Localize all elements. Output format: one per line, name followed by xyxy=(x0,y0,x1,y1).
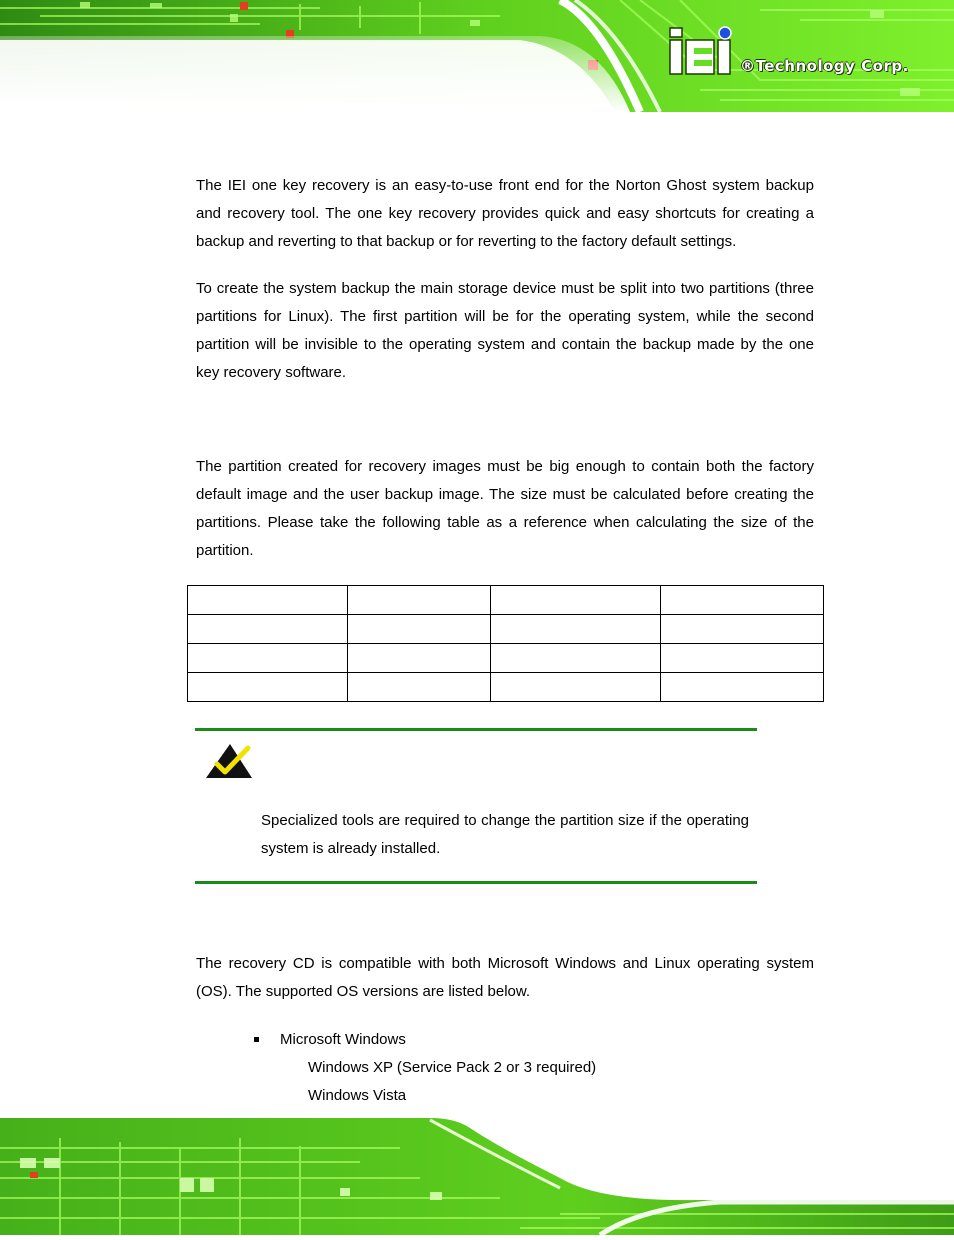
note-bottom-rule xyxy=(195,881,757,884)
table-cell xyxy=(188,644,348,673)
table-cell xyxy=(348,644,491,673)
note-box xyxy=(195,728,757,886)
page-footer xyxy=(0,1118,954,1235)
list-item-label: Microsoft Windows xyxy=(280,1031,406,1048)
note-checkmark-icon xyxy=(204,742,254,785)
table-cell xyxy=(491,644,661,673)
table-row xyxy=(188,644,824,673)
table-cell xyxy=(188,586,348,615)
partition-size-table xyxy=(187,585,824,702)
table-row xyxy=(188,673,824,702)
table-cell xyxy=(661,673,824,702)
list-item xyxy=(250,1026,596,1054)
size-paragraph: The partition created for recovery images must be big enough to contain both the factory default image and the user backup image. The size must be calculated before creating the partitions. Please take the following table as a reference when calculating the size of the partition. xyxy=(196,458,814,559)
pcb-footer-graphic xyxy=(0,1118,954,1235)
table-cell xyxy=(348,586,491,615)
table-cell xyxy=(348,615,491,644)
table-cell xyxy=(188,615,348,644)
note-text: Specialized tools are required to change the partition size if the operating system is already installed. xyxy=(261,812,749,857)
table-cell xyxy=(491,586,661,615)
table-cell xyxy=(188,673,348,702)
table-cell xyxy=(348,673,491,702)
table-cell xyxy=(661,586,824,615)
os-list xyxy=(250,1026,596,1110)
iei-logo xyxy=(668,26,738,81)
page-header xyxy=(0,0,954,112)
list-item: Windows Vista xyxy=(308,1087,407,1104)
list-item: Windows XP (Service Pack 2 or 3 required) xyxy=(308,1059,597,1076)
table-row xyxy=(188,615,824,644)
note-top-rule xyxy=(195,728,757,731)
table-row xyxy=(188,586,824,615)
bullet-square-icon xyxy=(254,1037,259,1042)
table-cell xyxy=(661,615,824,644)
pcb-header-graphic xyxy=(0,0,954,112)
table-cell xyxy=(491,673,661,702)
table-cell xyxy=(661,644,824,673)
intro-paragraph: The IEI one key recovery is an easy-to-use front end for the Norton Ghost system backup and recovery tool. The one key recovery provides quick and easy shortcuts for creating a backup and reverting to that backup or for reverting to the factory default settings. xyxy=(196,177,814,250)
brand-text: ®Technology Corp. xyxy=(740,57,909,75)
partition-paragraph: To create the system backup the main storage device must be split into two partitions (three partitions for Linux). The first partition will be for the operating system, while the second partition will be invisible to the operating system and contain the backup made by the one key recovery software. xyxy=(196,280,814,381)
os-compat-paragraph: The recovery CD is compatible with both Microsoft Windows and Linux operating system (OS). The supported OS versions are listed below. xyxy=(196,955,814,1000)
table-cell xyxy=(491,615,661,644)
